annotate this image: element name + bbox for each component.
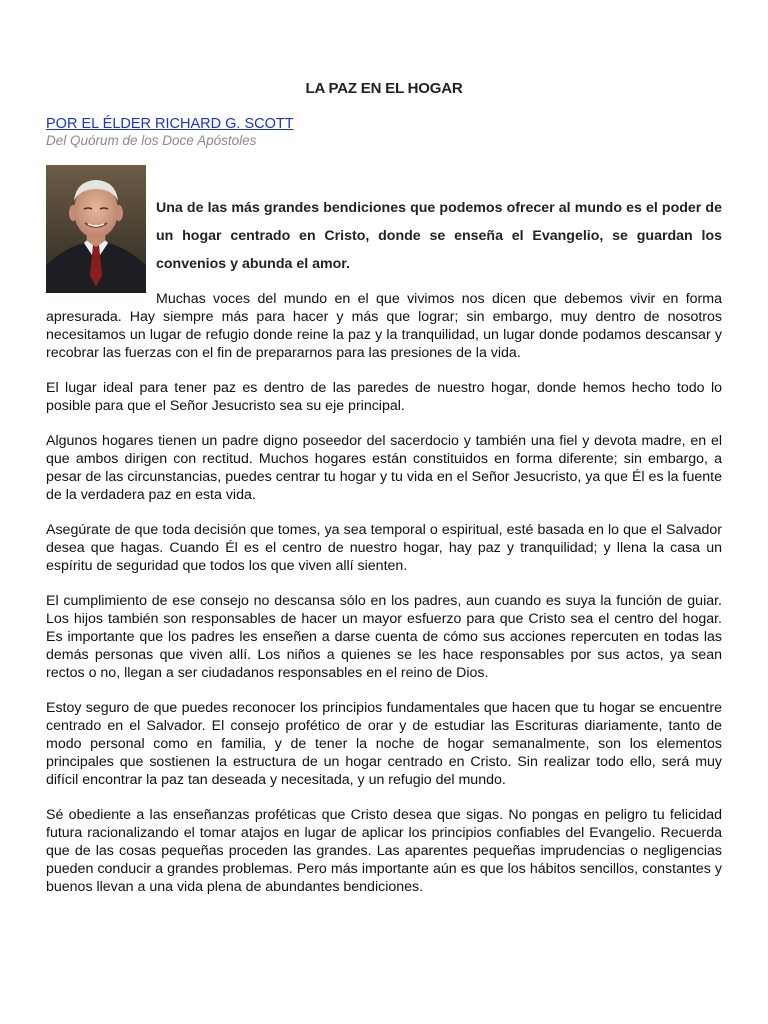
article-body	[46, 290, 722, 913]
author-subtitle: Del Quórum de los Doce Apóstoles	[46, 133, 257, 148]
body-paragraph: El cumplimiento de ese consejo no descansa sólo en los padres, aun cuando es suya la función de guiar. Los hijos también son responsables de hacer un mayor esfuerzo para que Cristo sea el centro del hogar. Es importante que los padres les enseñen a darse cuenta de cómo sus acciones repercuten en todas las demás personas que viven allí. Los niños a quienes se les hace responsables por sus actos, ya sean rectos o no, llegan a ser ciudadanos responsables en el reino de Dios.	[46, 593, 722, 681]
body-paragraph: El lugar ideal para tener paz es dentro de las paredes de nuestro hogar, donde hemos hecho todo lo posible para que el Señor Jesucristo sea su eje principal.	[46, 380, 722, 414]
body-paragraph: Algunos hogares tienen un padre digno poseedor del sacerdocio y también una fiel y devota madre, en el que ambos dirigen con rectitud. Muchos hogares están constituidos en forma diferente; sin embargo, a pesar de las circunstancias, puedes centrar tu hogar y tu vida en el Señor Jesucristo, ya que Él es la fuente de la verdadera paz en esta vida.	[46, 433, 722, 503]
author-portrait-image	[46, 165, 146, 293]
author-link[interactable]: POR EL ÉLDER RICHARD G. SCOTT	[46, 116, 294, 132]
body-paragraph: Muchas voces del mundo en el que vivimos nos dicen que debemos vivir en forma apresurada. Hay siempre más para hacer y más que lograr; sin embargo, muy dentro de nosotros necesitamos un lugar de refugio donde reine la paz y la tranquilidad, un lugar donde podamos descansar y recobrar las fuerzas con el fin de prepararnos para las presiones de la vida.	[46, 291, 722, 361]
body-paragraph: Estoy seguro de que puedes reconocer los principios fundamentales que hacen que tu hogar se encuentre centrado en el Salvador. El consejo profético de orar y de estudiar las Escrituras diariamente, tanto de modo personal como en familia, y de tener la noche de hogar semanalmente, son los elementos principales que sostienen la estructura de un hogar centrado en Cristo. Sin realizar todo ello, será muy difícil encontrar la paz tan deseada y necesitada, y un refugio del mundo.	[46, 700, 722, 788]
body-paragraph: Sé obediente a las enseñanzas proféticas que Cristo desea que sigas. No pongas en peligro tu felicidad futura racionalizando el tomar atajos en lugar de aplicar los principios confiables del Evangelio. Recuerda que de las cosas pequeñas proceden las grandes. Las aparentes pequeñas imprudencias o negligencias pueden conducir a grandes problemas. Pero más importante aún es que los hábitos sencillos, constantes y buenos llevan a una vida plena de abundantes bendiciones.	[46, 807, 722, 895]
body-paragraph: Asegúrate de que toda decisión que tomes, ya sea temporal o espiritual, esté basada en lo que el Salvador desea que hagas. Cuando Él es el centro de nuestro hogar, hay paz y tranquilidad; y llena la casa un espíritu de seguridad que todos los que viven allí sienten.	[46, 522, 722, 574]
article-title: LA PAZ EN EL HOGAR	[305, 80, 463, 97]
lead-paragraph: Una de las más grandes bendiciones que podemos ofrecer al mundo es el poder de un hogar centrado en Cristo, donde se enseña el Evangelio, se guardan los convenios y abunda el amor.	[156, 200, 722, 272]
author-portrait	[46, 165, 146, 293]
